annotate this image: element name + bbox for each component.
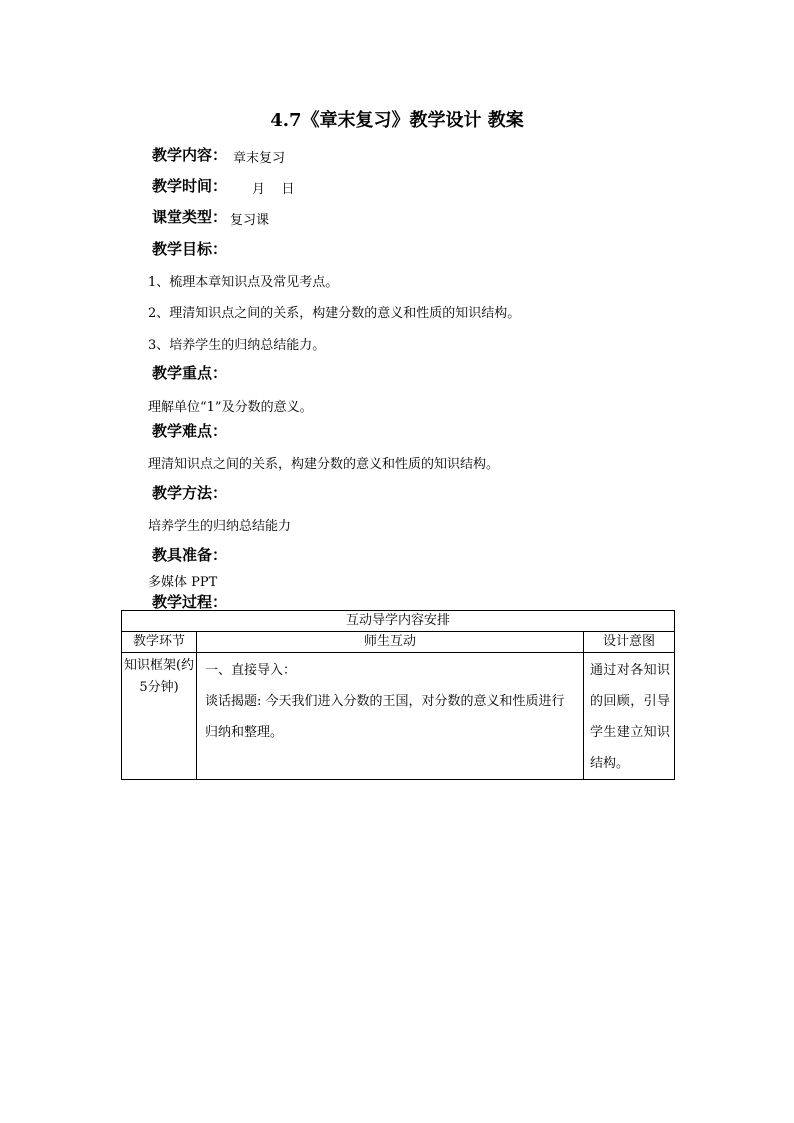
type-value: 复习课 [230, 213, 270, 228]
interaction-text: 谈话揭题: 今天我们进入分数的王国，对分数的意义和性质进行归纳和整理。 [205, 694, 565, 740]
key-points-text: 理解单位“1”及分数的意义。 [148, 400, 313, 415]
interaction-cell [197, 653, 584, 780]
objectives-label: 教学目标： [152, 240, 228, 258]
header-interaction: 师生互动 [197, 632, 584, 653]
table-row [122, 653, 675, 780]
document-title: 4.7《章末复习》教学设计 教案 [270, 110, 524, 131]
objective-item: 3、培养学生的归纳总结能力。 [148, 338, 326, 353]
time-value: 月 日 [252, 182, 295, 197]
key-points-label: 教学重点： [152, 364, 228, 382]
process-table [121, 610, 675, 780]
content-value: 章末复习 [233, 151, 286, 166]
header-stage: 教学环节 [122, 632, 197, 653]
objective-item: 1、梳理本章知识点及常见考点。 [148, 275, 339, 290]
tools-label: 教具准备： [152, 546, 228, 564]
methods-text: 培养学生的归纳总结能力 [148, 519, 292, 534]
difficulties-label: 教学难点： [152, 422, 228, 440]
interaction-heading: 一、直接导入： [205, 663, 297, 678]
objective-item: 2、理清知识点之间的关系，构建分数的意义和性质的知识结构。 [148, 306, 521, 321]
time-label: 教学时间： [152, 177, 228, 195]
table-title: 互动导学内容安排 [122, 611, 675, 632]
difficulties-text: 理清知识点之间的关系，构建分数的意义和性质的知识结构。 [148, 457, 500, 472]
type-label: 课堂类型： [152, 208, 228, 226]
stage-cell: 知识框架(约5分钟) [122, 653, 197, 780]
header-intent: 设计意图 [584, 632, 675, 653]
tools-text: 多媒体 PPT [148, 575, 218, 590]
content-label: 教学内容： [152, 146, 228, 164]
process-label: 教学过程： [152, 593, 228, 611]
methods-label: 教学方法： [152, 484, 228, 502]
intent-cell: 通过对各知识的回顾，引导学生建立知识结构。 [584, 653, 675, 780]
